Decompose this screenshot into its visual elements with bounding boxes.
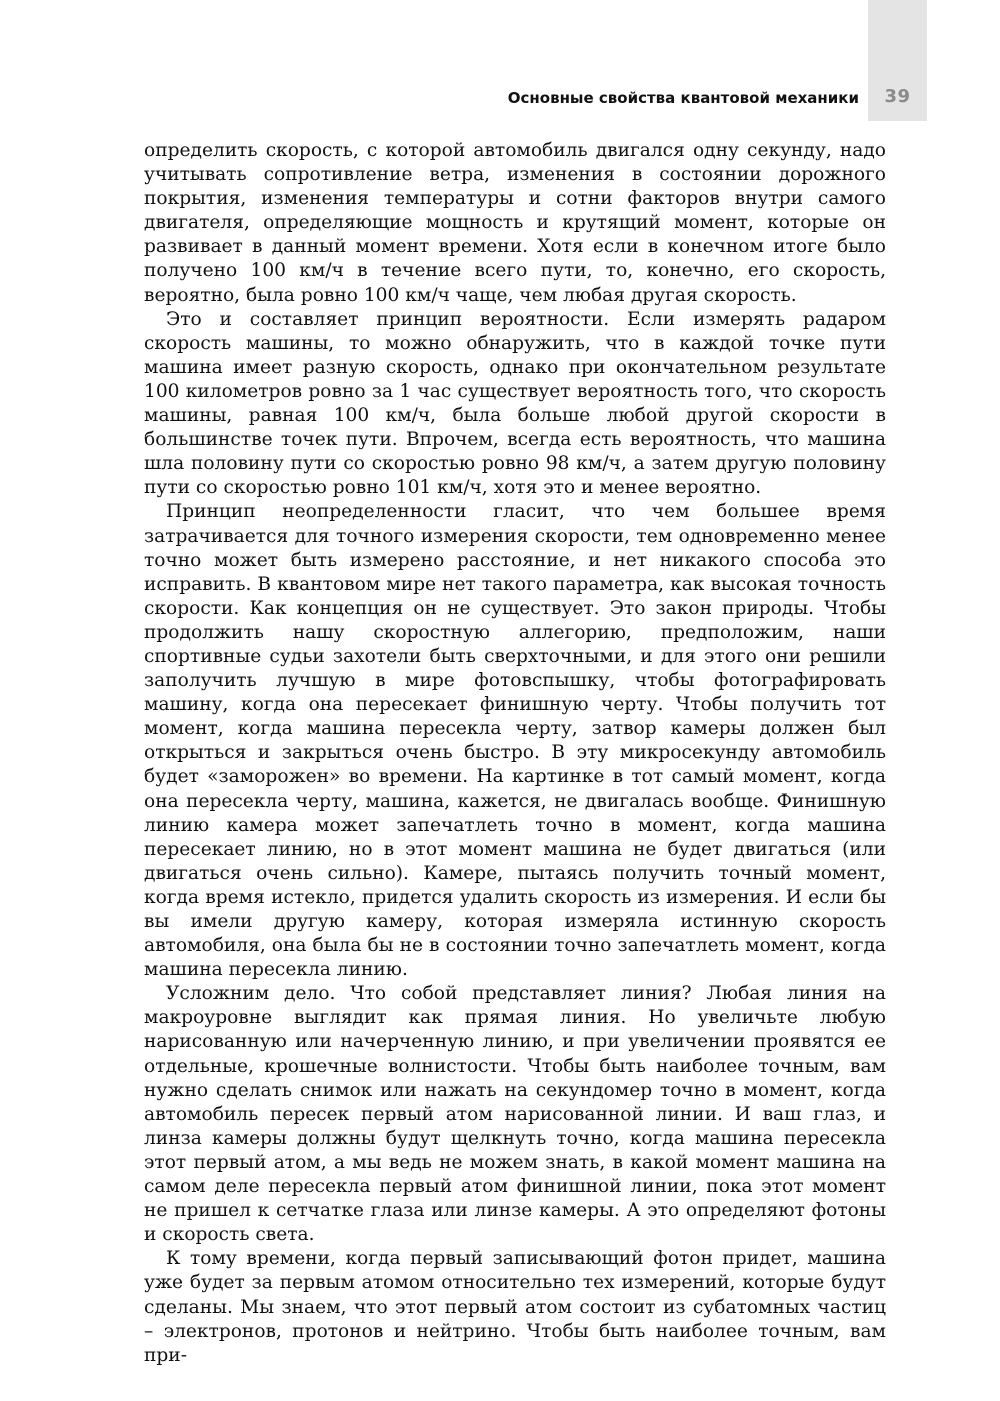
- paragraph: К тому времени, когда первый записывающий фотон придет, машина уже будет за первым атомом относительно тех измерений, которые будут сделаны. Мы знаем, что этот первый атом состоит из субатомных частиц – электронов, протонов и нейтрино. Чтобы быть наиболее точным, вам при-: [144, 1248, 886, 1366]
- paragraph: Это и составляет принцип вероятности. Если измерять радаром скорость машины, то можно обнаружить, что в каждой точке пути машина имеет разную скорость, однако при окончательном результате 100 километров ровно за 1 час существует вероятность того, что скорость машины, равная 100 км/ч, была больше любой другой скорости в большинстве точек пути. Впрочем, всегда есть вероятность, что машина шла половину пути со скоростью ровно 98 км/ч, а затем другую половину пути со скоростью ровно 101 км/ч, хотя это и менее вероятно.: [144, 308, 886, 499]
- paragraph: Усложним дело. Что собой представляет линия? Любая линия на макроуровне выглядит как прямая линия. Но увеличьте любую нарисованную или начерченную линию, и при увеличении проявятся ее отдельные, крошечные волнистости. Чтобы быть наиболее точным, вам нужно сделать снимок или нажать на секундомер точно в момент, когда автомобиль пересек первый атом нарисованной линии. И ваш глаз, и линза камеры должны будут щелкнуть точно, когда машина пересекла этот первый атом, а мы ведь не можем знать, в какой момент машина на самом деле пересекла первый атом финишной линии, пока этот момент не пришел к сетчатке глаза или линзе камеры. А это определяют фотоны и скорость света.: [144, 983, 886, 1246]
- paragraph-continued: определить скорость, с которой автомобиль двигался одну секунду, надо учитывать сопротивление ветра, изменения в состоянии дорожного покрытия, изменения температуры и сотни факторов внутри самого двигателя, определяющие мощность и крутящий момент, которые он развивает в данный момент времени. Хотя если в конечном итоге было получено 100 км/ч в течение всего пути, то, конечно, его скорость, вероятно, была ровно 100 км/ч чаще, чем любая другая скорость.: [144, 140, 886, 306]
- paragraph: Принцип неопределенности гласит, что чем большее время затрачивается для точного измерения скорости, тем одновременно менее точно может быть измерено расстояние, и нет никакого способа это исправить. В квантовом мире нет такого параметра, как высокая точность скорости. Как концепция он не существует. Это закон природы. Чтобы продолжить нашу скоростную аллегорию, предположим, наши спортивные судьи захотели быть сверхточными, и для этого они решили заполучить лучшую в мире фотовспышку, чтобы фотографировать машину, когда она пересекает финишную черту. Чтобы получить тот момент, когда машина пересекла черту, затвор камеры должен был открыться и закрыться очень быстро. В эту микросекунду автомобиль будет «заморожен» во времени. На картинке в тот самый момент, когда она пересекла черту, машина, кажется, не двигалась вообще. Финишную линию камера может запечатлеть точно в момент, когда машина пересекает линию, но в этот момент машина не будет двигаться (или двигаться очень сильно). Камере, пытаясь получить точный момент, когда время истекло, придется удалить скорость из измерения. И если бы вы имели другую камеру, которая измеряла истинную скорость автомобиля, она была бы не в состоянии точно запечатлеть момент, когда машина пересекла линию.: [144, 501, 886, 981]
- body-text: [144, 139, 886, 1366]
- running-head-title: Основные свойства квантовой механики: [507, 89, 859, 107]
- page-number: 39: [884, 86, 911, 107]
